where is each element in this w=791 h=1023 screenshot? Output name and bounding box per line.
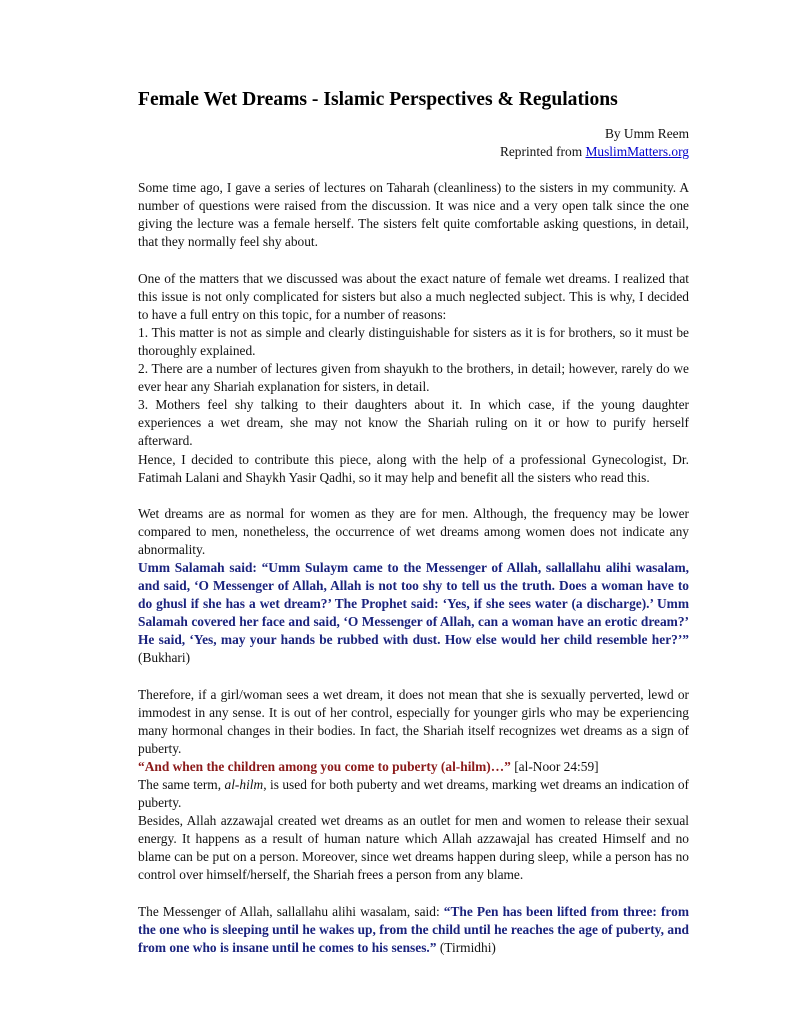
byline-author: By Umm Reem [604,126,689,141]
pen-hadith: “The Pen has been lifted from three: from the one who is sleeping until he wakes up, from the child until he reaches the age of puberty, and from one who is insane until he comes to his senses.” [138,903,689,955]
hadith-umm-salamah [138,559,689,668]
paragraph-pen-lifted [138,903,689,957]
paragraph-reasons-intro: One of the matters that we discussed was about the exact nature of female wet dreams. I realized that this issue is not only complicated for sisters but also a much neglected subject. This is why, I decided to have a full entry on this topic, for a number of reasons: [138,270,689,322]
paragraph-normal: Wet dreams are as normal for women as they are for men. Although, the frequency may be lower compared to men, nonetheless, the occurrence of wet dreams among women does not indicate any abnormality. [138,505,689,557]
al-hilm-term: al-hilm [224,777,264,792]
hadith-source: (Bukhari) [138,650,191,666]
reason-item-1: 1. This matter is not as simple and clearly distinguishable for sisters as it is for brothers, so it must be thoroughly explained. [138,324,689,358]
quran-verse [138,758,689,776]
document-page [138,88,689,957]
al-hilm-before: The same term, [138,777,225,792]
hadith-text: Umm Salamah said: “Umm Sulaym came to the Messenger of Allah, sallallahu alihi wasalam, and said, ‘O Messenger of Allah, Allah is not too shy to tell us the truth. Does a woman have to do ghusl if she has a wet dream?’ The Prophet said: ‘Yes, if she sees water (a discharge).’ Umm Salamah covered her face and said, ‘O Messenger of Allah, can a woman have an erotic dream?’ He said, ‘Yes, may your hands be rubbed with dust. How else would her child resemble her?’” [138,559,689,648]
document-title: Female Wet Dreams - Islamic Perspectives & Regulations [138,89,618,110]
pen-before: The Messenger of Allah, sallallahu alihi wasalam, said: [138,903,444,919]
byline-reprinted [138,143,689,161]
paragraph-contribution: Hence, I decided to contribute this piece, along with the help of a professional Gynecologist, Dr. Fatimah Lalani and Shaykh Yasir Qadhi, so it may help and benefit all the sisters who read this. [138,451,689,485]
source-link[interactable]: MuslimMatters.org [585,144,689,160]
quran-text: “And when the children among you come to puberty (al-hilm)…” [138,758,511,774]
al-hilm-after: , is used for both puberty and wet dreams, marking wet dreams an indication of puberty. [138,777,690,811]
reprinted-prefix: Reprinted from [499,144,586,160]
paragraph-intro: Some time ago, I gave a series of lectures on Taharah (cleanliness) to the sisters in my community. A number of questions were raised from the discussion. It was nice and a very open talk since the one giving the lecture was a female herself. The sisters felt quite comfortable asking questions, in detail, that they normally feel shy about. [138,180,689,250]
paragraph-puberty: Therefore, if a girl/woman sees a wet dream, it does not mean that she is sexually perverted, lewd or immodest in any sense. It is out of her control, especially for younger girls who may be experiencing many hormonal changes in their bodies. In fact, the Shariah itself recognizes wet dreams as a sign of puberty. [138,686,689,756]
quran-source: [al-Noor 24:59] [510,758,599,774]
reason-item-2: 2. There are a number of lectures given from shayukh to the brothers, in detail; however, rarely do we ever hear any Shariah explanation for sisters, in detail. [138,361,689,395]
paragraph-outlet: Besides, Allah azzawajal created wet dreams as an outlet for men and women to release their sexual energy. It happens as a result of human nature which Allah azzawajal has created Himself and no blame can be put on a person. Moreover, since wet dreams happen during sleep, while a person has no control over himself/herself, the Shariah frees a person from any blame. [138,813,689,883]
paragraph-al-hilm [138,776,689,812]
pen-source: (Tirmidhi) [436,939,496,955]
reason-item-3: 3. Mothers feel shy talking to their daughters about it. In which case, if the young daughter experiences a wet dream, she may not know the Shariah ruling on it or how to purify herself afterward. [138,397,689,449]
